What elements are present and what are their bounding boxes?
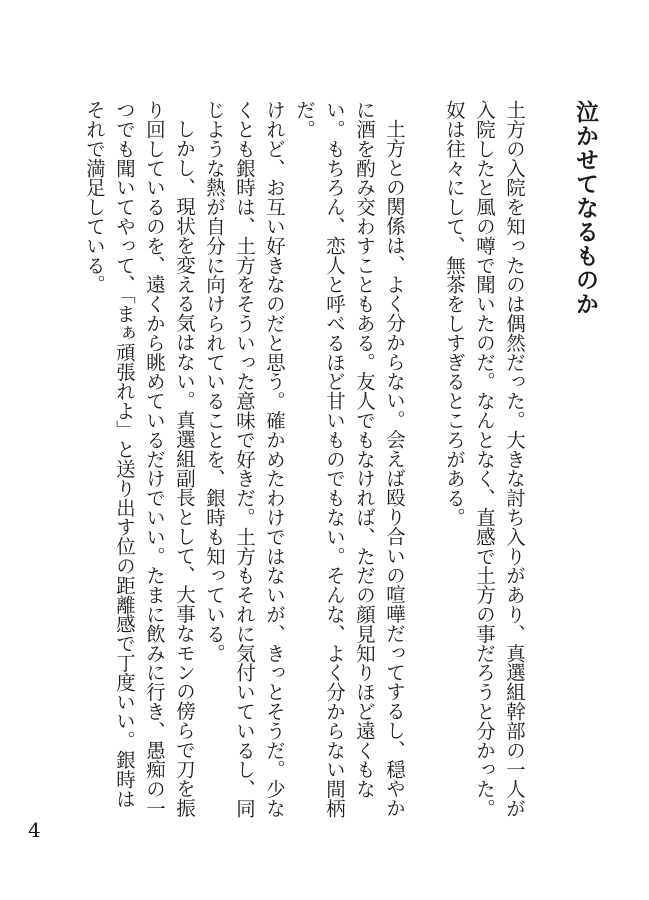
- page-number: 4: [28, 818, 41, 842]
- body-text: [83, 100, 529, 820]
- chapter-title: 泣かせてなるものか: [572, 100, 599, 316]
- paragraph-3: けれど、お互い好きなのだと思う。確かめたわけではないが、きっとそうだ。少なくとも銀時は、土方をそういった意味で好きだ。土方もそれに気付いているし、同じような熱が自分に向けられていることを、銀時も知っている。: [203, 100, 286, 818]
- blank-line: [409, 100, 439, 820]
- paragraph-4: しかし、現状を変える気はない。真選組副長として、大事なモンの傍らで刀を振り回しているのを、遠くから眺めているだけでいい。たまに飲みに行き、愚痴の一つでも聞いてやって、「まぁ頑張れよ」と送り出す位の距離感で丁度いい。銀時はそれで満足している。: [83, 100, 196, 818]
- paragraph-2: 土方との関係は、よく分からない。会えば殴り合いの喧嘩だってするし、穏やかに酒を酌み交わすこともある。友人でもなければ、ただの顔見知りほど遠くもない。もちろん、恋人と呼べるほど甘いものでもない。そんな、よく分からない間柄だ。: [293, 100, 406, 818]
- paragraph-1: 土方の入院を知ったのは偶然だった。大きな討ち入りがあり、真選組幹部の一人が入院したと風の噂で聞いたのだ。なんとなく、直感で土方の事だろうと分かった。奴は往々にして、無茶をしすぎるところがある。: [443, 100, 526, 818]
